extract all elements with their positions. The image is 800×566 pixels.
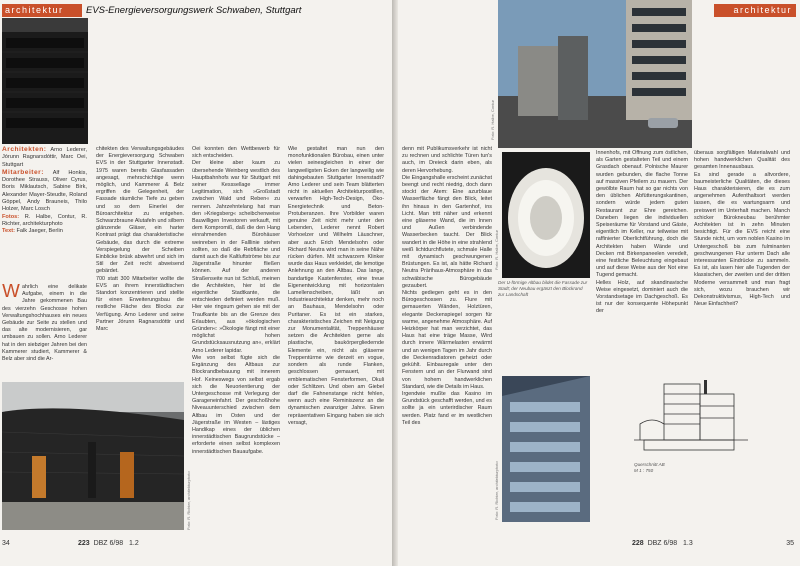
street-photo <box>2 382 184 530</box>
folio-outer-left: 34 <box>2 540 10 547</box>
architects-label: Architekten: <box>2 146 47 153</box>
rubric-label: architektur <box>2 4 82 17</box>
photo-credit-left: Foto: R. Richter, architekturphoto <box>186 471 191 530</box>
right-column-3: überaus sorgfältigen Materialwahl und hohen handwerklichen Qualität des gesamten Innenausbaus. Es sind gerade a altvordere, baumeisterliche Qualitäten, die dieses Haus charakterisieren, die es zum angenehmen Aufenthaltsort werden lassen, die es wartungsarm und preiswert im Unterhalt machen. Manch schicker Bürokneubau berühmter Architekten ist in zehn Minuten besichtigt. Für die EVS reicht eine Stunde nicht, um vom noblen Kasino im Untergeschoß bis zum fulminanten geschwungenen Flur unterm Dach alle interessanten Eindrücke zu sammeln. Es ist, als lasen hier alle Tugenden der klassischen, der zweiten und der dritten Moderne versammelt und man fragt sich, wozu brauchen wir Dekonstruktivismus, High-Tech und Neue Einfachheit? <box>694 150 790 308</box>
glass-facade-photo <box>502 376 590 522</box>
right-page <box>398 0 800 566</box>
folio-number: 223 <box>78 540 90 547</box>
team-label: Mitarbeiter: <box>2 168 44 176</box>
architects-value: Arno Lederer, Jórunn Ragnarsdóttir, Marc Oei, Stuttgart <box>2 147 87 168</box>
text-label: Text: <box>2 228 15 235</box>
section-scale: M 1 : 750 <box>634 467 654 473</box>
section-label <box>634 462 744 474</box>
intro-column <box>2 284 87 379</box>
body-column-1: chitekten des Verwaltungsgebäudes der Energieversorgung Schwaben EVS in der Stuttgarter Innenstadt. 1975 waren bereits Glasfassaden angesagt, mehrschichtige wenn möglich, und Kammerer & Belz ergriffen die Gelegenheit, der Fassade räumliche Tiefe zu geben und so dem Einerlei der Büroarchitektur zu entgehen. Schwarzbraune Alutafeln und silbern glänzende Gläser, ein harter Kontrast prägt das charakteristische Gebäude, das durch die extreme Verspiegelung der Scheiben Einblicke brüsk abwehrt und sich im Stil der Zeit recht abweisend gebärdet. 700 statt 300 Mitarbeiter wollte die EVS an ihrem innerstädtischen Standort konzentrieren und stellte für einen Erweiterungsbau die restliche Fläche des Blocks zur Verfügung. Arno Lederer und seine Partner Jórunn Ragnarsdóttir und Marc <box>96 146 184 333</box>
intro-text: ahrlich eine delikate Aufgabe, einem in die Jahre gekommenen Bau des vierzehn Geschosse hohen Verwaltungshochhauses ein neues Gebäude zur Seite zu stellen und das alte modernisieren, gar umbauen zu sollen. Arno Lederer hat in den siebziger Jahren bei den Kammerer studiert, Kammerer & Belz aber sind die Ar- <box>2 284 87 363</box>
photos-value: R. Halbe, Contur, R. Richter, architekturphoto <box>2 213 87 227</box>
rubric-label-right: architektur <box>714 4 796 17</box>
photos-label: Fotos: <box>2 213 20 220</box>
folio-issue-left <box>78 540 139 547</box>
right-column-1: denn mit Publikumsverkehr ist nicht zu rechnen und schlichte Türen tun's auch, im Dreieck darin eben, als deren Hervorhebung. Die Eingangshalle erscheint zunächst beengt und recht niedrig, doch dann stockt der Atem: Eine azurblaue Wasserfläche fängt den Blick, leitet ihn hinaus in den Gartenhof, ins Licht. Man tritt näher und erkennt eine gläserne Wand, die im Innen und Außen verbindende Wasserbecken taucht. Der Blick wandert in die Höhe in eine strahlend weiß lichtdurchflutete, schmale Halle mit dynamisch geschwungenen Brüstungen. Es ist, als hätte Richard Neutra Prärihaus-Atmosphäre in das schwäbische Bürogebäude gezaubert. Nichts gediegen geht es in den Bürogeschossen zu. Flure mit gemauerten Wänden, Holztüren, elegante Deckenspiegel sorgen für warme, angenehme Atmosphäre. Auf Heizkörper hat man verzichtet, das Haus hat eine träge Masse, Wird durch innere Wärmelasten erwärmt und an wenigen Tagen im Jahr durch die Deckenradiatoren geheizt oder gekühlt. Einbauregale unter den Fenstern und an der Flurwand sind von hohem handwerklichen Standard, wie die Details im Haus. Irgendwie mußte das Kasino im Grundstück geschafft werden, und es sollte ja ein unterirdischer Raum werden. Platz fand er im westlichen Teil des <box>402 146 492 426</box>
drop-cap: W <box>2 284 20 302</box>
photo-credit-right-1: Foto: R. Halbe, Contur <box>490 99 495 140</box>
oval-photo-caption: Der U-förmige Altbau bildet die Fassade zur Stadt; der Neubau ergänzt den Blockrand zur Landschaft <box>498 280 588 297</box>
text-value: Falk Jaeger, Berlin <box>16 228 63 235</box>
cross-section-drawing <box>634 376 748 456</box>
right-column-2: Innenhofs, mit Öffnung zum östlichen, als Garten gestalteten Teil und einem Grasdach obenauf. Polnische Maurer wurden gebunden, die flache Tonne auf massiven Pfeilern zu mauern. Der gewölbte Raum hat so gar nichts von den üblichen Abfütterungskantinen, sondern würde jedem guten Restaurant zur Ehre gereichen. Daneben liegen die individuellen Speiseräume für Vorstand und Gäste, eigentlich im Keller, nur teilweise mit raffinierter Oberlichtführung, doch die Architekten haben Wände und Decken mit Birkenpaneelen veredelt, eine festliche Beleuchtung eingebaut und auf diese Weise aus der Not eine Tugend gemacht. Helles Holz, auf skandinavische Weise eingesetzt, dominiert auch die Vorstandsetage im Dachgeschoß. Es ist nur der konsequente Höhepunkt der <box>596 150 688 315</box>
oval-hall-photo <box>502 152 590 278</box>
folio-issue-right-text: DBZ 6/98 <box>647 540 678 547</box>
credits-block <box>2 146 87 256</box>
folio-section-right: 1.3 <box>683 540 693 547</box>
team-value: Alf Honkis, Dorothee Strauss, Oliver Cyrus, Boris Miklautsch, Sabine Birk, Alexander Mayer-Steudte, Roland Göppel, Andy Brauneis, Thilo Holzer, Marc Losch <box>2 169 87 213</box>
body-column-3: Wie gestaltet man nun den monofunktionalen Bürobau, einen unter vielen seinesgleichen in einer der langweiligsten Ecken der langweilig wie dahingebauten Stuttgarter Innenstadt? Arno Lederer und sein Team blätterten nicht in aktuellen Architekturpostillen, verwarfen High-Tech-Design, Öko-Energietechnik und Beton-Protuberanzen. Ihre Vorbilder waren genuine Zeit nicht mehr unter den Lebenden, Lederer nennt Robert Vorhoelzer und Wilhelm Läuschner, aber auch Erich Mendelsohn oder Richard Neutra wird man in seine Nähe rücken dürfen. Mit schwarzem Klinker wurde das Haus verkleidet, die lemotige Anlehnung an den Altbau. Das lange, bandartige Kastenfenster, eine treue Eigenentwicklung mit horizontalen Lamellenscheiben, läßt an Industriearchitektur denken, mehr noch an Bauhaus, Mendelsohn oder Puritaner. Es ist ein starkes, charakteristisches Zeichen mit Neigung zur Monumentalität, Treppenhäuser setzen die Architekten gerne als plastische, baukörpergliedernde Elemente ein, nicht als gläserne Treppentürme wie derzeit en vogue, sondern als runde Flanken, geschlossen gemauert, mit emblematischen Fensterformen, Okuli oder Schlitzen. Und oben am Giebel darf die Fahnenstange nicht fehlen, wenn auch eine Reminiszenz an die dynamischen zwanziger Jahre. Einen repräsentativen Eingang haben sie sich versagt, <box>288 146 384 426</box>
folio-issue: DBZ 6/98 <box>93 540 124 547</box>
article-headline: EVS-Energieversorgungswerk Schwaben, Stuttgart <box>86 5 302 16</box>
photo-credit-right-3: Foto: R. Richter, architekturphoto <box>494 461 499 520</box>
folio-outer-right: 35 <box>786 540 794 547</box>
section-title: Querschnitt AB <box>634 462 665 467</box>
photo-credit-right-2: Foto: R. Halbe, Contur <box>494 229 499 270</box>
exterior-photo <box>498 0 692 148</box>
folio-section: 1.2 <box>129 540 139 547</box>
body-column-2: Oei konnten den Wettbewerb für sich entscheiden. Der kleine aber kaum zu übersehende Weinberg westlich des Hauptbahnhofs war für Stuttgart mit seiner Kesssellage immer Legitimation, sich »Großstadt zwischen Wald und Reben« zu nennen. Jahrzehntelang hat man den »Kriegsberg« scheibchenweise Bauwilligen Investoren verkauft, mit dem Kompromiß, daß die den Hang einrahmenden Bürohäuser weinreben in der Falllinie stehen sollten, so daß die Rebfläche und damit auch die Kaltluftströme bis zur Jägerstraße hinunter fließen können. Auf der anderen Straßenseite nun ist Schluß, meinen die Architekten, hier ist die eigentliche Stadtkante, die entschieden definiert werden muß. Hier wie ringsum gehen sie mit der Traufkante bis an die Grenze des Erlaubten, aus »ökologischen Gründen«: »Ökologie fängt mit einer möglichst hohen Grundstücksausnutzung an«, erklärt Arno Lederer lapidar. Wie von selbst fügte sich die Ergänzung des Altbaus zur Blockrandbebauung mit innerem Hof. Keineswegs von selbst ergab sich die Neuorientierung der Untergeschosse mit Verlegung der Garageneinfahrt. Der geschoßhohe Niveauunterschied zwischen dem Altbau im Osten und der Jägerstraße im Westen – lästiges Handikap eines der üblichen innerstädtischen Baugrundstücke – erforderte einen selbst komplexen innerstädtischen Bauaufgabe. <box>192 146 280 455</box>
left-page <box>0 0 392 566</box>
folio-number-right: 228 <box>632 540 644 547</box>
facade-photo <box>2 18 88 144</box>
folio-issue-right <box>632 540 693 547</box>
